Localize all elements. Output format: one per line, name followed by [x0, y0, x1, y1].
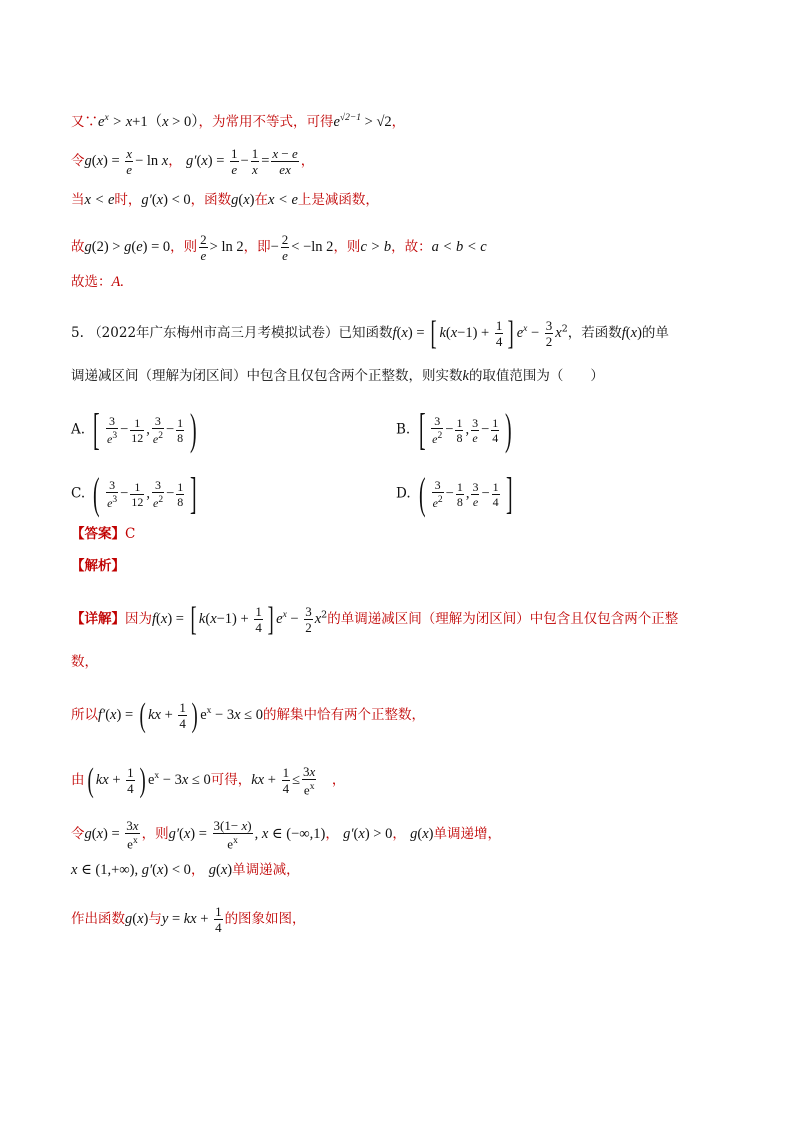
text: 当 — [71, 192, 85, 208]
option-c[interactable]: C. ( $\frac{3}{e^3}$ − $\frac{1}{12}$ , $\frac{3}{e^2}$ − $\frac{1}{8}$ ] — [71, 469, 197, 518]
text: ，则 — [141, 826, 169, 843]
detail-line-6: x ∈ (1,+∞), g′(x) < 0， g(x)单调递减， — [71, 862, 300, 878]
option-label: C. — [71, 485, 86, 502]
solution-line-1: 又$\because e^x > x+1(x > 0)$，为常用不等式，可得$e^{√2-1} > √2$， — [71, 113, 406, 130]
detail-line-1: 【详解】因为f(x) = [ k(x−1) + $\frac{1}{4}$ ] $e^x$ − $\frac{3}{2}$ $x^2$的单调递减区间（理解为闭区间）中包含且仅包含两个正整 — [71, 600, 679, 638]
detail-line-5: 令g(x) = $\frac{3x}{e^x}$ ，则g′(x) = $\frac{3(1- x)}{e^x}$ , x ∈ (−∞,1)， g′(x) > 0， g(x)单调递增， — [71, 818, 501, 852]
text: 的图象如图， — [224, 911, 306, 927]
solution-line-2: 令g(x) = $\frac{x}{e}$ − ln x， g′(x) = $\frac{1}{e}$ − $\frac{1}{x}$ = $\frac{x - e}{ex}$ ， — [71, 146, 315, 177]
option-a[interactable]: A. [ $\frac{3}{e^3}$ − $\frac{1}{12}$ , $\frac{3}{e^2}$ − $\frac{1}{8}$ ) — [71, 405, 197, 454]
detail-line-3: 所以f′(x) = ( kx + $\frac{1}{4}$ ) $e^x - 3x \le 0$的解集中恰有两个正整数， — [71, 696, 425, 734]
text: 所以 — [71, 707, 98, 723]
text: 又∵ — [71, 113, 98, 130]
variable-k: k — [462, 368, 469, 384]
text: ，函数 — [190, 192, 232, 208]
text: 与 — [148, 911, 162, 927]
text: 令 — [71, 153, 85, 169]
problem-source: （2022年广东梅州市高三月考模拟试卷）已知函数 — [88, 325, 393, 341]
answer-value: C — [125, 526, 136, 542]
text: 作出函数 — [71, 911, 125, 927]
text: 在 — [254, 192, 268, 208]
option-d[interactable]: D. ( $\frac{3}{e^2}$ − $\frac{1}{8}$ , $\frac{3}{e}$ − $\frac{1}{4}$ ] — [396, 469, 513, 518]
analysis-line — [71, 556, 125, 576]
problem-5-line-1: 5. （2022年广东梅州市高三月考模拟试卷）已知函数f(x) = [ k(x−1) + $\frac{1}{4}$ ] $e^x$ − $\frac{3}{2}$ $x^2$，若函数f(x)的单 — [71, 314, 669, 352]
answer-tag: 【答案】 — [71, 526, 125, 542]
option-b[interactable]: B. [ $\frac{3}{e^2}$ − $\frac{1}{8}$ , $\frac{3}{e}$ − $\frac{1}{4}$ ) — [396, 405, 512, 454]
text: 调递减区间（理解为闭区间）中包含且仅包含两个正整数，则实数 — [71, 368, 463, 384]
text: 的单 — [641, 325, 669, 341]
text: ，为常用不等式，可得 — [198, 113, 334, 130]
text: 故选： — [71, 274, 112, 290]
detail-line-4: 由( kx + $\frac{1}{4}$ ) $e^x - 3x \le 0$可得，kx + $\frac{1}{4}$ ≤ $\frac{3x}{e^x}$ ， — [71, 761, 346, 799]
text: ，则 — [170, 239, 198, 255]
problem-5-line-2 — [71, 366, 604, 386]
text: ，故： — [391, 239, 432, 255]
text: 由 — [71, 772, 85, 789]
answer-letter: A. — [111, 274, 124, 290]
detail-line-7: 作出函数g(x)与y = kx + $\frac{1}{4}$ 的图象如图， — [71, 904, 306, 935]
analysis-tag: 【解析】 — [71, 558, 125, 574]
text: 的取值范围为（ ） — [468, 368, 604, 384]
text: 时， — [114, 192, 142, 208]
solution-line-4: 故g(2) > g(e) = 0，则 $\frac{2}{e}$ > ln 2，即− $\frac{2}{e}$ < −ln 2，则c > b，故：a < b < c — [71, 232, 487, 263]
option-label: B. — [396, 421, 411, 438]
solution-line-5 — [71, 272, 124, 292]
text: ，若函数 — [567, 325, 622, 341]
text: ， — [331, 772, 346, 789]
text: 的单调递减区间（理解为闭区间）中包含且仅包含两个正整 — [327, 611, 679, 627]
text: ，则 — [333, 239, 361, 255]
detail-line-2 — [71, 652, 98, 672]
solution-line-3: 当x < e时，g′(x) < 0，函数g(x)在x < e上是减函数， — [71, 192, 379, 208]
text: 单调递增， — [433, 826, 501, 843]
text: 故 — [71, 239, 85, 255]
text: 单调递减， — [232, 862, 300, 878]
option-label: A. — [71, 421, 86, 438]
text: 数， — [71, 654, 98, 670]
problem-number: 5. — [71, 325, 84, 341]
text: 上是减函数， — [297, 192, 379, 208]
text: ，即 — [243, 239, 271, 255]
text: 因为 — [125, 611, 152, 627]
text: 可得， — [210, 772, 252, 789]
text: 令 — [71, 826, 85, 843]
text: 的解集中恰有两个正整数， — [263, 707, 425, 723]
option-label: D. — [396, 485, 411, 502]
detail-tag: 【详解】 — [71, 611, 125, 627]
answer-line — [71, 524, 135, 544]
